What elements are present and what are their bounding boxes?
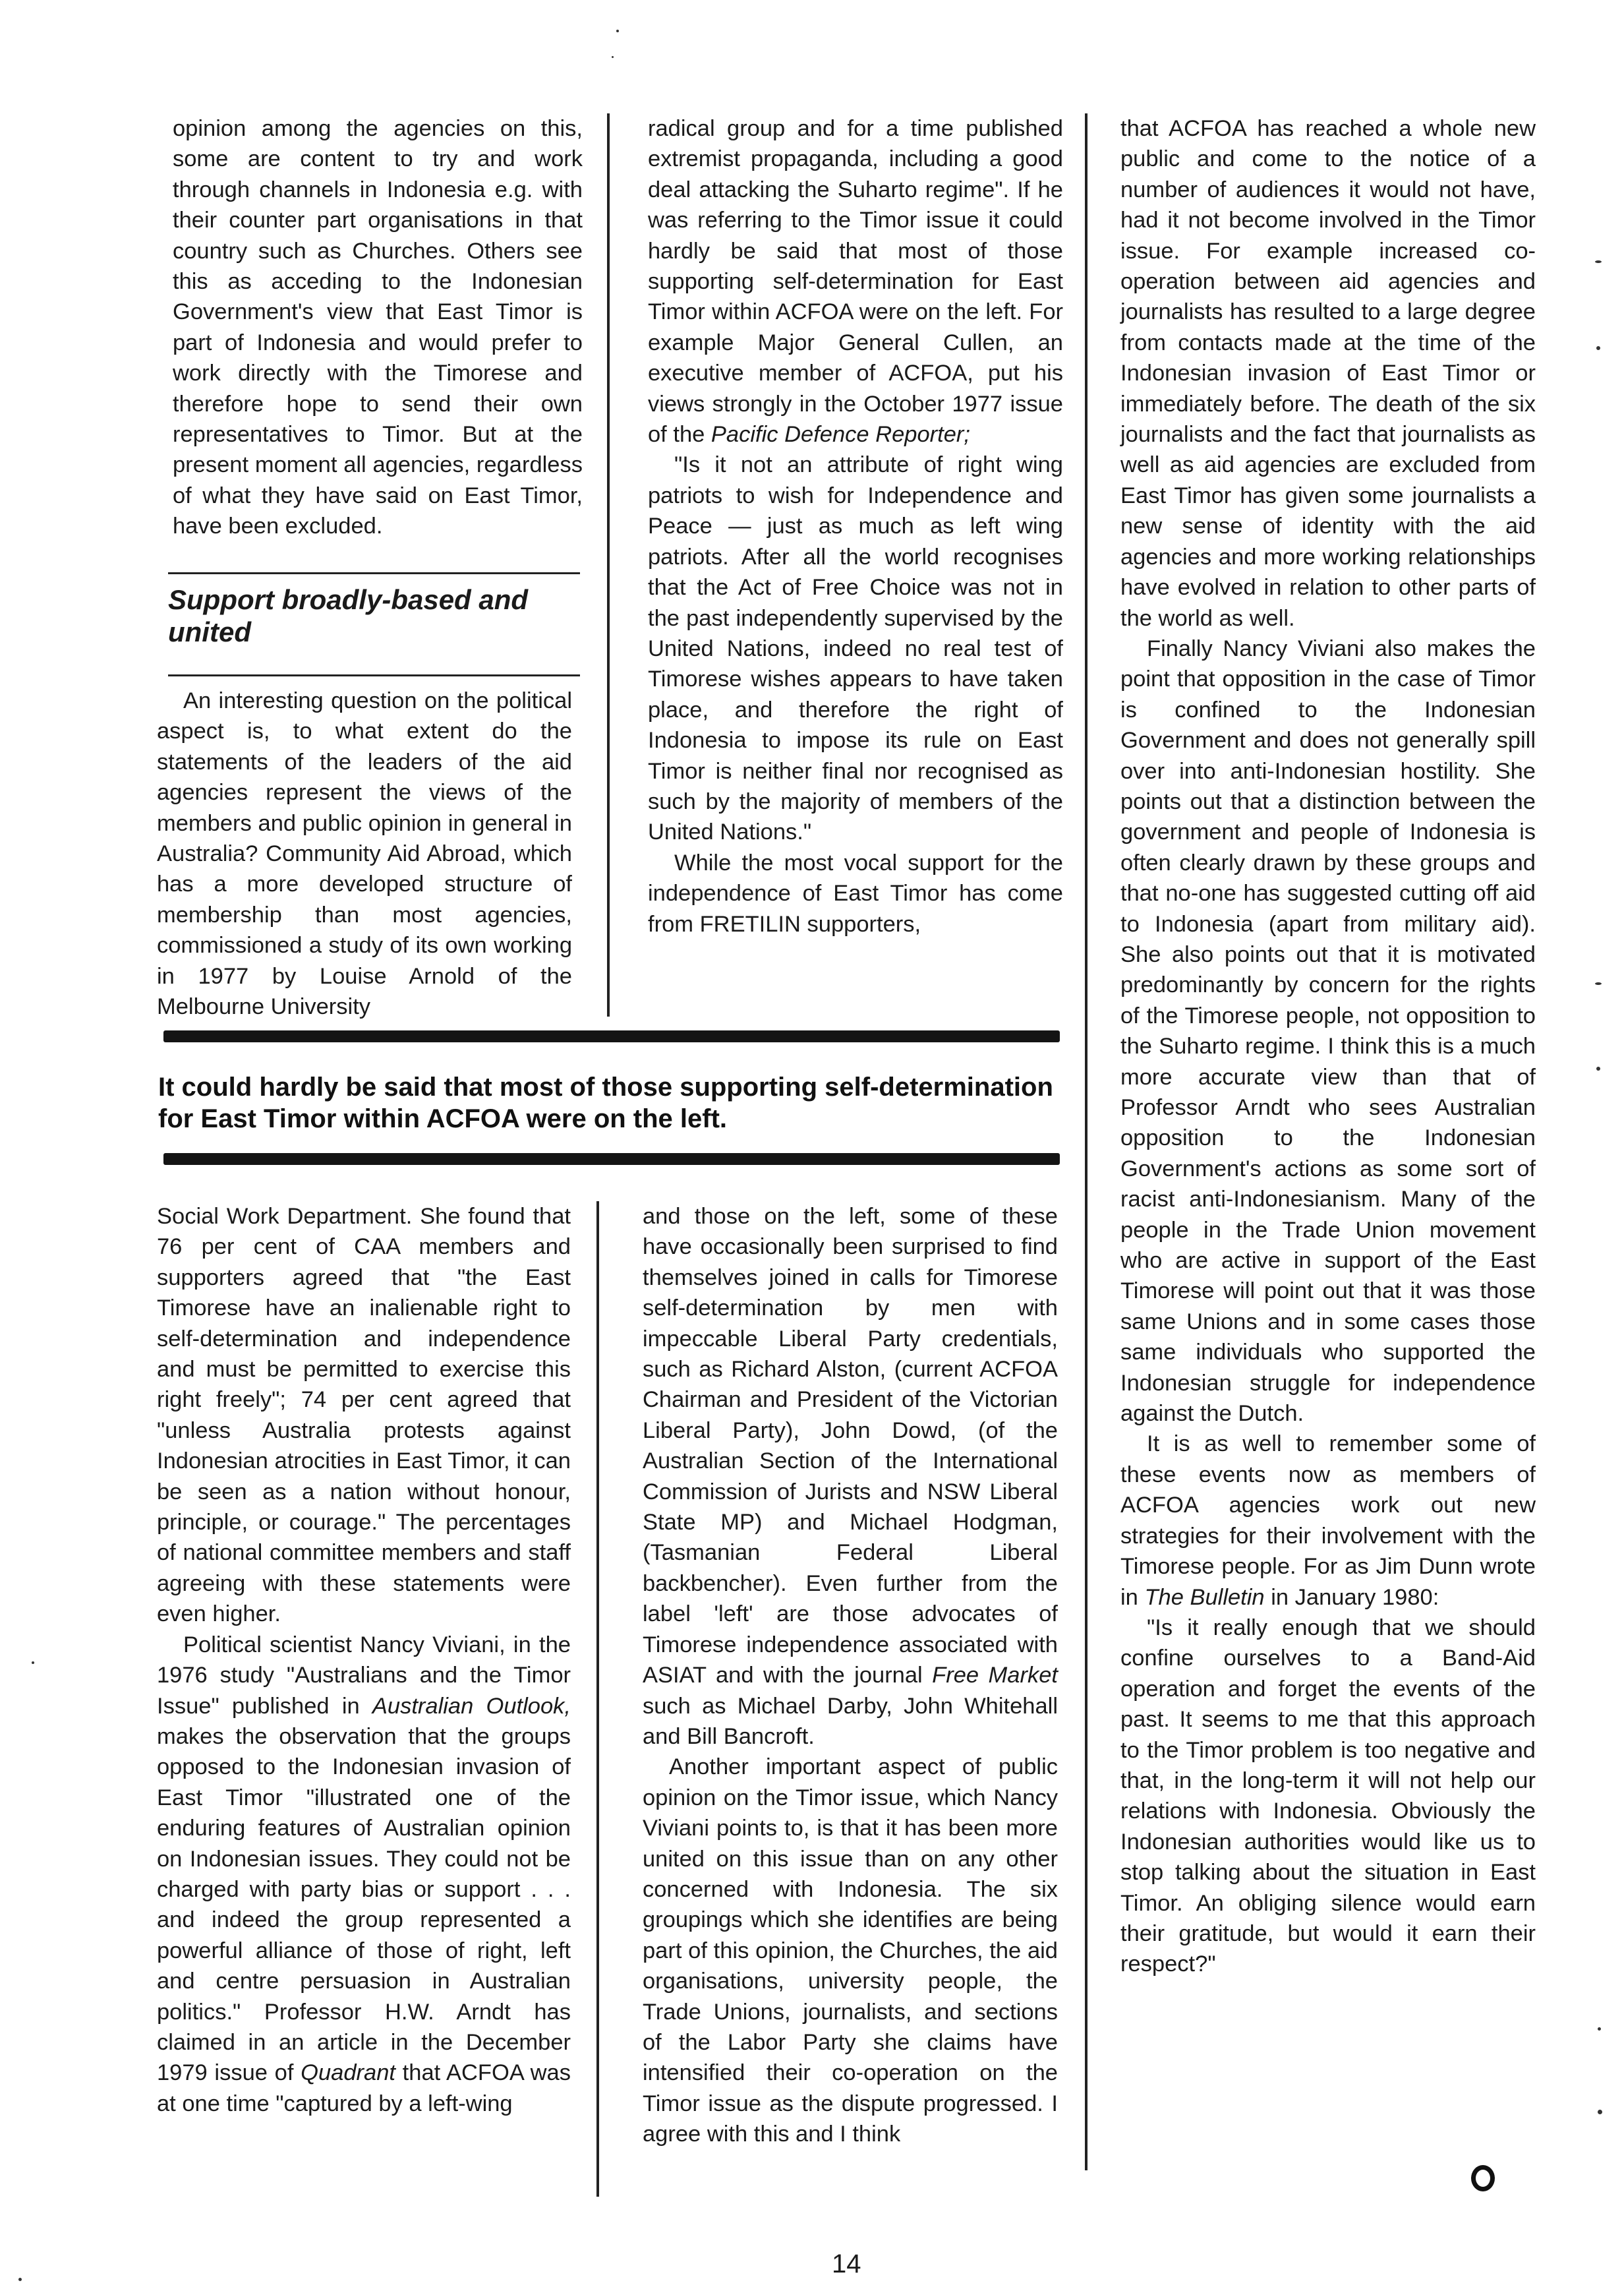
subheading-rule-bottom [168, 674, 580, 676]
publication-title: Pacific Defence Reporter; [710, 422, 971, 448]
paragraph: While the most vocal support for the independence of East Timor has come from FRETILIN supporters, [648, 850, 1063, 937]
paragraph: Another important aspect of public opinion on the Timor issue, which Nancy Viviani points to, is that it has been more united on this issue than on any other concerned with Indonesia. The six groupings which she identifies are being part of this opinion, the Churches, the aid organisations, university people, the Trade Unions, journalists, and sections of the Labor Party she claims have intensified their co-operation on the Timor issue as the dispute progressed. I agree with this and I think [643, 1754, 1058, 2147]
scan-speck [1596, 1067, 1600, 1071]
scan-speck [18, 2278, 22, 2281]
publication-title: Quadrant [301, 2060, 395, 2086]
column-divider [607, 113, 610, 1017]
paragraph-text: and those on the left, some of these have occasionally been surprised to find themselves joined in calls for Timorese self-determination by men with impeccable Liberal Party credentials, such as Richard Alston, (current ACFOA Chairman and President of the Victorian Liberal Party), John Dowd, (of the Australian Section of the International Commission of Jurists and NSW Liberal State MP) and Michael Hodgman, (Tasmanian Federal Liberal backbencher). Even further from the label 'left' are those advocates of Timorese independence associated with ASIAT and with the journal [643, 1204, 1058, 1688]
scan-speck [1596, 346, 1600, 350]
publication-title: The Bulletin [1144, 1584, 1265, 1610]
scan-speck [1598, 2027, 1601, 2031]
paragraph-text: radical group and for a time published extremist propaganda, including a good deal attacking the Suharto regime". If he was referring to the Timor issue it could hardly be said that most of those supporting self-determination for East Timor within ACFOA were on the left. For example Major General Cullen, an executive member of ACFOA, put his views strongly in the October 1977 issue of the [648, 116, 1063, 448]
end-of-article-icon [1471, 2165, 1495, 2191]
column-2-upper [648, 113, 1063, 939]
publication-title: Free Market [932, 1663, 1058, 1688]
scan-speck [616, 30, 619, 32]
paragraph-text: such as Michael Darby, John Whitehall and Bill Bancroft. [643, 1693, 1058, 1749]
page-number: 14 [832, 2249, 861, 2278]
scan-speck [612, 56, 614, 58]
scan-speck [32, 1661, 34, 1664]
scan-speck [1595, 260, 1602, 263]
pull-quote: It could hardly be said that most of those supporting self-determination for East Timor within ACFOA were on the left. [158, 1073, 1053, 1133]
quotation: "Is it really enough that we should confine ourselves to a Band-Aid operation and forget the events of the past. It seems to me that this approach to the Timor problem is too negative and that, in the long-term it will not help our relations with Indonesia. Obviously the Indonesian authorities would like us to stop talking about the situation in East Timor. An obliging silence would earn their gratitude, but would it earn their respect?" [1120, 1615, 1536, 1977]
paragraph: Finally Nancy Viviani also makes the point that opposition in the case of Timor is confined to the Indonesian Government and does not generally spill over into anti-Indonesian hostility. She points out that a distinction between the government and people of Indonesia is often clearly drawn by these groups and that no-one has suggested cutting off aid to Indonesia (apart from military aid). She also points out that it is motivated predominantly by concern for the rights of the Timorese people, not opposition to the Suharto regime. I think this is a much more accurate view than that of Professor Arndt who sees Australian opposition to the Indonesian Government's actions as some sort of racist anti-Indonesianism. Many of the people in the Trade Union movement who are active in support of the East Timorese will point out that it was those same Unions and in some cases those same individuals who supported the Indonesian struggle for independence against the Dutch. [1120, 636, 1536, 1427]
subheading-rule-top [168, 572, 580, 574]
column-3 [1120, 113, 1536, 1980]
publication-title: Australian Outlook, [372, 1693, 571, 1719]
paragraph-text: It is as well to remember some of these events now as members of ACFOA agencies work out new strategies for their involvement with the Timorese people. For as Jim Dunn wrote in [1120, 1431, 1536, 1610]
paragraph: opinion among the agencies on this, some are content to try and work through channels in Indonesia e.g. with their counter part organisations in that country such as Churches. Others see this as acceding to the Indonesian Government's view that East Timor is part of Indonesia and would prefer to work directly with the Timorese and therefore hope to send their own representatives to Timor. But at the present moment all agencies, regardless of what they have said on East Timor, have been excluded. [173, 116, 583, 539]
column-1-upper [173, 113, 583, 542]
column-divider [596, 1201, 599, 2197]
quotation: "Is it not an attribute of right wing patriots to wish for Independence and Peace — just as much as left wing patriots. After all the world recognises that the Act of Free Choice was not in the past independently supervised by the United Nations, indeed no real test of Timorese wishes appears to have taken place, and therefore the right of Indonesia to impose its rule on East Timor is neither final nor recognised as such by the majority of members of the United Nations." [648, 452, 1063, 845]
paragraph: Social Work Department. She found that 76 per cent of CAA members and supporters agreed that "the East Timorese have an inalienable right to self-determination and independence and must be permitted to exercise this right freely"; 74 per cent agreed that "unless Australia protests against Indonesian atrocities in East Timor, it can be seen as a nation without honour, principle, or courage." The percentages of national committee members and staff agreeing with these statements were even higher. [157, 1204, 571, 1627]
paragraph: that ACFOA has reached a whole new public and come to the notice of a number of audiences it would not have, had it not become involved in the Timor issue. For example increased co-operation between aid agencies and journalists has resulted to a large degree from contacts made at the time of the Indonesian invasion of East Timor or immediately before. The death of the six journalists and the fact that journalists as well as aid agencies are excluded from East Timor has given some journalists a new sense of identity with the aid agencies and more working relationships have evolved in relation to other parts of the world as well. [1120, 116, 1536, 631]
paragraph-text: makes the observation that the groups opposed to the Indonesian invasion of East Timor "illustrated one of the enduring features of Australian opinion on Indonesian issues. They could not be charged with party bias or support . . . and indeed the group represented a powerful alliance of those of right, left and centre persuasion in Australian politics." Professor H.W. Arndt has claimed in an article in the December 1979 issue of [157, 1723, 571, 2086]
pullquote-bar-bottom [163, 1153, 1060, 1165]
paragraph: An interesting question on the political aspect is, to what extent do the statements of the leaders of the aid agencies represent the views of the members and public opinion in general in Australia? Community Aid Abroad, which has a more developed structure of membership than most agencies, commissioned a study of its own working in 1977 by Louise Arnold of the Melbourne University [157, 688, 572, 1020]
column-2-lower [643, 1201, 1058, 2150]
pullquote-bar-top [163, 1030, 1060, 1042]
scan-speck [1598, 2110, 1602, 2114]
paragraph-text: Political scientist Nancy Viviani, in the 1976 study "Australians and the Timor Issue" published in [157, 1632, 571, 1719]
paragraph-text: that ACFOA was at one time "captured by a left-wing [157, 2060, 571, 2116]
subheading: Support broadly-based and united [168, 584, 529, 647]
column-1-lower [157, 1201, 571, 2119]
paragraph-text: in January 1980: [1264, 1584, 1439, 1610]
column-divider [1085, 113, 1088, 2170]
column-1-upper-continued [157, 686, 572, 1022]
scan-speck [1595, 982, 1602, 985]
